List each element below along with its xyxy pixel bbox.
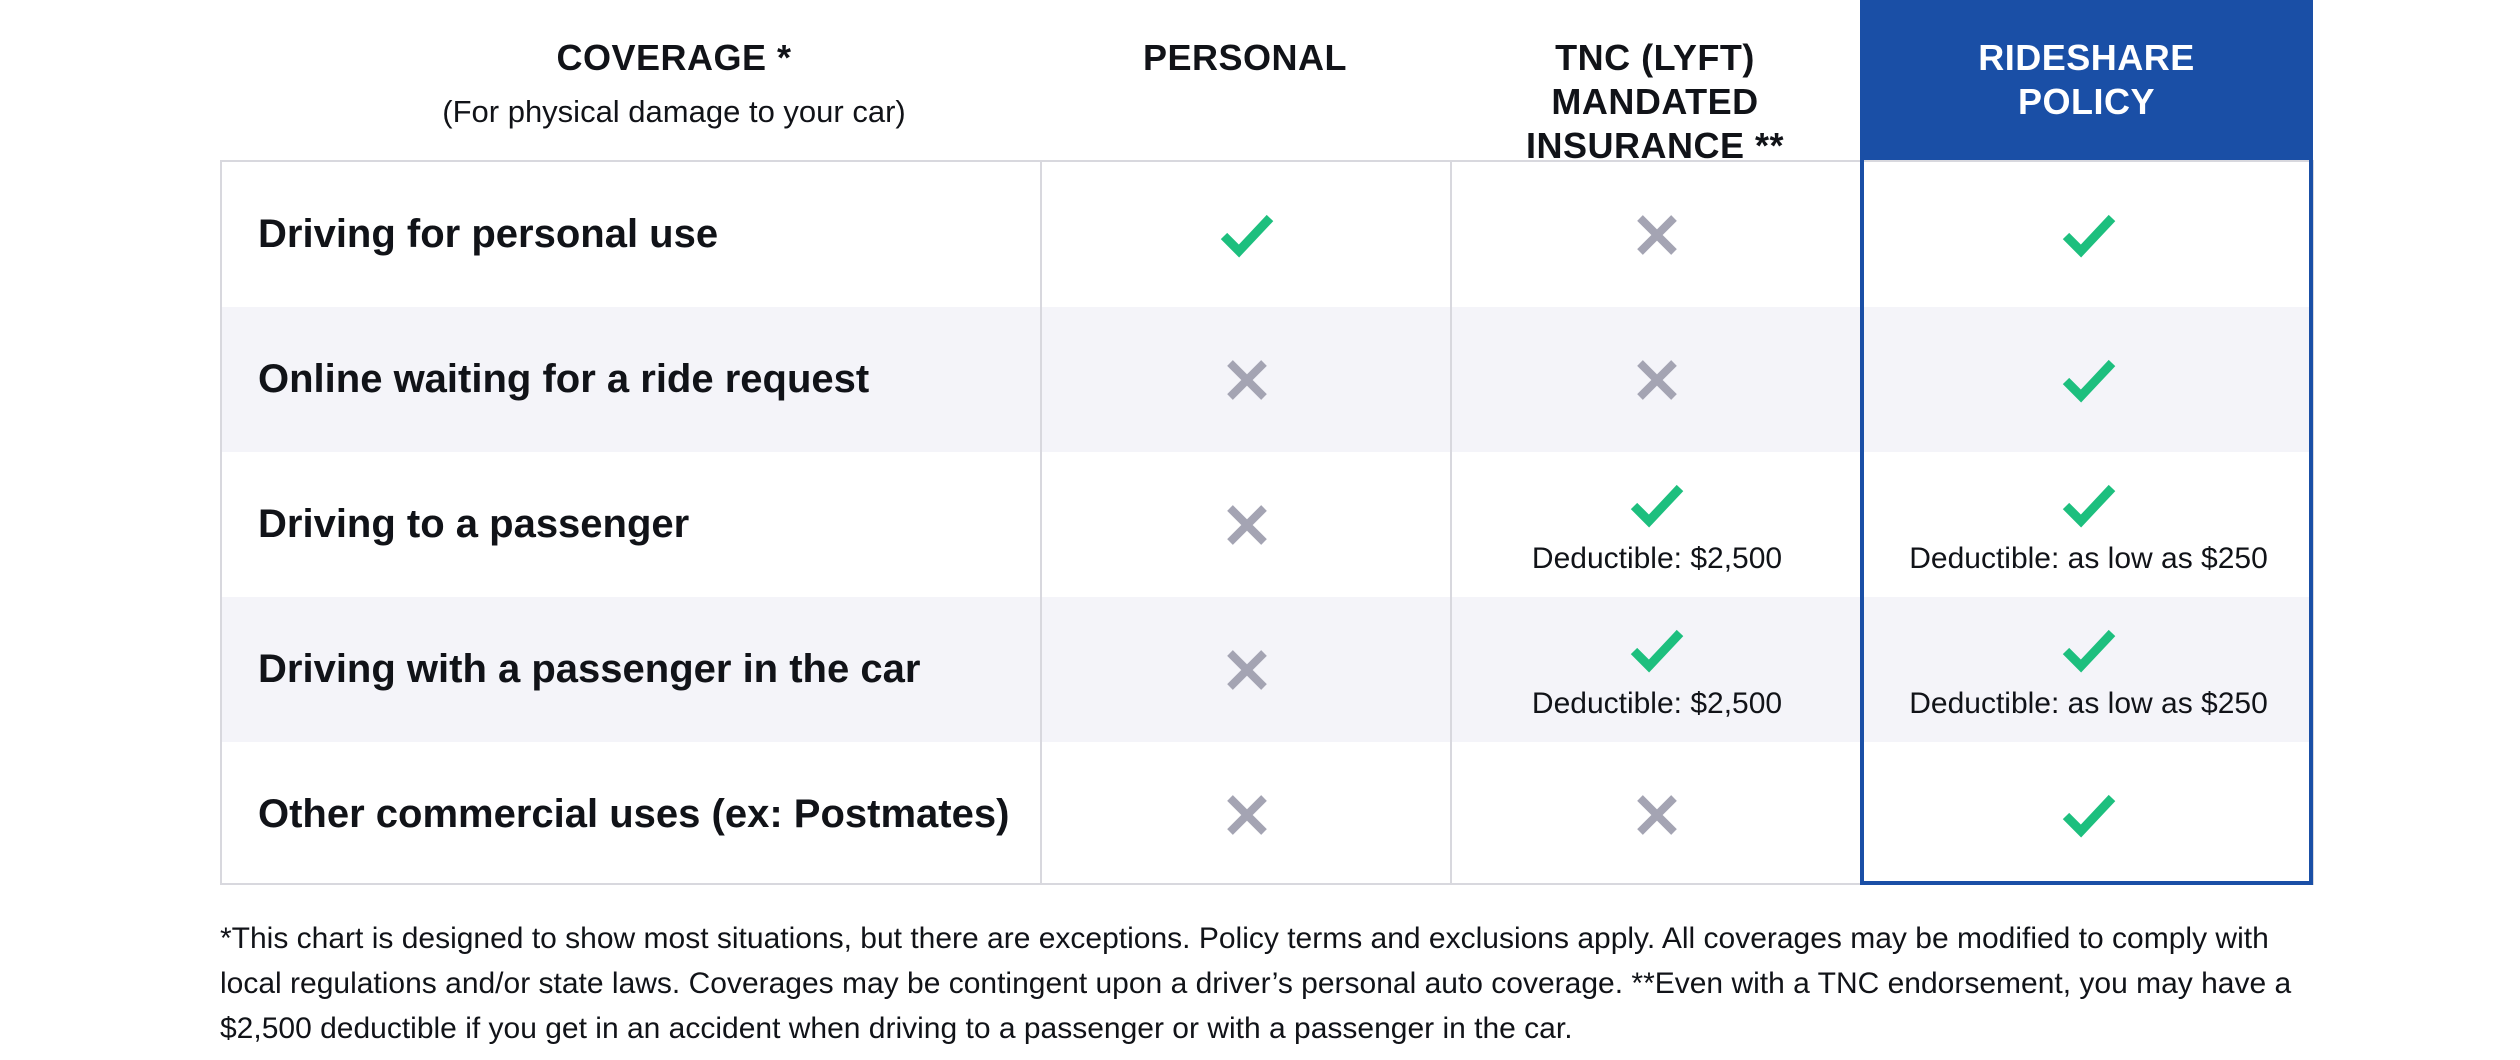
checkmark-icon	[1629, 622, 1685, 678]
table-row	[222, 742, 2312, 887]
x-icon	[1219, 787, 1275, 843]
tnc-cell	[1452, 162, 1862, 307]
rideshare-cell	[1862, 742, 2315, 887]
deductible-note: Deductible: as low as $250	[1909, 686, 2268, 720]
table-header	[0, 0, 2520, 166]
personal-cell	[1042, 452, 1452, 597]
checkmark-icon	[2061, 622, 2117, 678]
x-icon	[1219, 497, 1275, 553]
rideshare-cell	[1862, 452, 2315, 597]
checkmark-icon	[1629, 477, 1685, 533]
table-row	[222, 162, 2312, 307]
row-label: Driving to a passenger	[258, 502, 690, 546]
tnc-cell	[1452, 307, 1862, 452]
table-row	[222, 597, 2312, 742]
personal-column-header	[1040, 0, 1450, 160]
tnc-cell	[1452, 597, 1862, 742]
table-row	[222, 452, 2312, 597]
personal-cell	[1042, 162, 1452, 307]
tnc-column-header	[1450, 0, 1860, 166]
table-row	[222, 307, 2312, 452]
x-icon	[1219, 642, 1275, 698]
rideshare-header-title: RIDESHARE POLICY	[1978, 37, 2195, 122]
checkmark-icon	[2061, 787, 2117, 843]
deductible-note: Deductible: $2,500	[1531, 686, 1783, 720]
tnc-cell	[1452, 742, 1862, 887]
tnc-header-title: TNC (LYFT) MANDATED INSURANCE **	[1525, 37, 1785, 166]
row-label: Driving with a passenger in the car	[258, 647, 921, 691]
column-divider	[1040, 162, 1042, 883]
checkmark-icon	[2061, 477, 2117, 533]
personal-header-title: PERSONAL	[1142, 37, 1348, 78]
personal-cell	[1042, 742, 1452, 887]
x-icon	[1629, 207, 1685, 263]
personal-cell	[1042, 597, 1452, 742]
footnote: *This chart is designed to show most situations, but there are exceptions. Policy terms and exclusions apply. All coverages may be modified to comply with local regulations and/or state laws. Coverages may be contingent upon a driver’s personal auto coverage. **Even with a TNC endorsement, you may have a $2,500 deductible if you get in an accident when driving to a passenger or with a passenger in the car.	[220, 922, 2292, 1045]
row-label: Driving for personal use	[258, 212, 719, 256]
checkmark-icon	[2061, 352, 2117, 408]
rideshare-cell	[1862, 597, 2315, 742]
column-divider	[1450, 162, 1452, 883]
coverage-column-header	[220, 0, 1128, 160]
row-label: Other commercial uses (ex: Postmates)	[258, 792, 1010, 836]
deductible-note: Deductible: as low as $250	[1909, 541, 2268, 575]
rideshare-cell	[1862, 307, 2315, 452]
row-label: Online waiting for a ride request	[258, 357, 870, 401]
tnc-cell	[1452, 452, 1862, 597]
x-icon	[1219, 352, 1275, 408]
coverage-header-title: COVERAGE *	[556, 37, 792, 78]
rideshare-cell	[1862, 162, 2315, 307]
coverage-header-subtitle: (For physical damage to your car)	[442, 94, 906, 129]
checkmark-icon	[2061, 207, 2117, 263]
deductible-note: Deductible: $2,500	[1531, 541, 1783, 575]
personal-cell	[1042, 307, 1452, 452]
x-icon	[1629, 352, 1685, 408]
x-icon	[1629, 787, 1685, 843]
rideshare-column-header	[1860, 0, 2313, 160]
checkmark-icon	[1219, 207, 1275, 263]
coverage-table	[220, 160, 2314, 885]
